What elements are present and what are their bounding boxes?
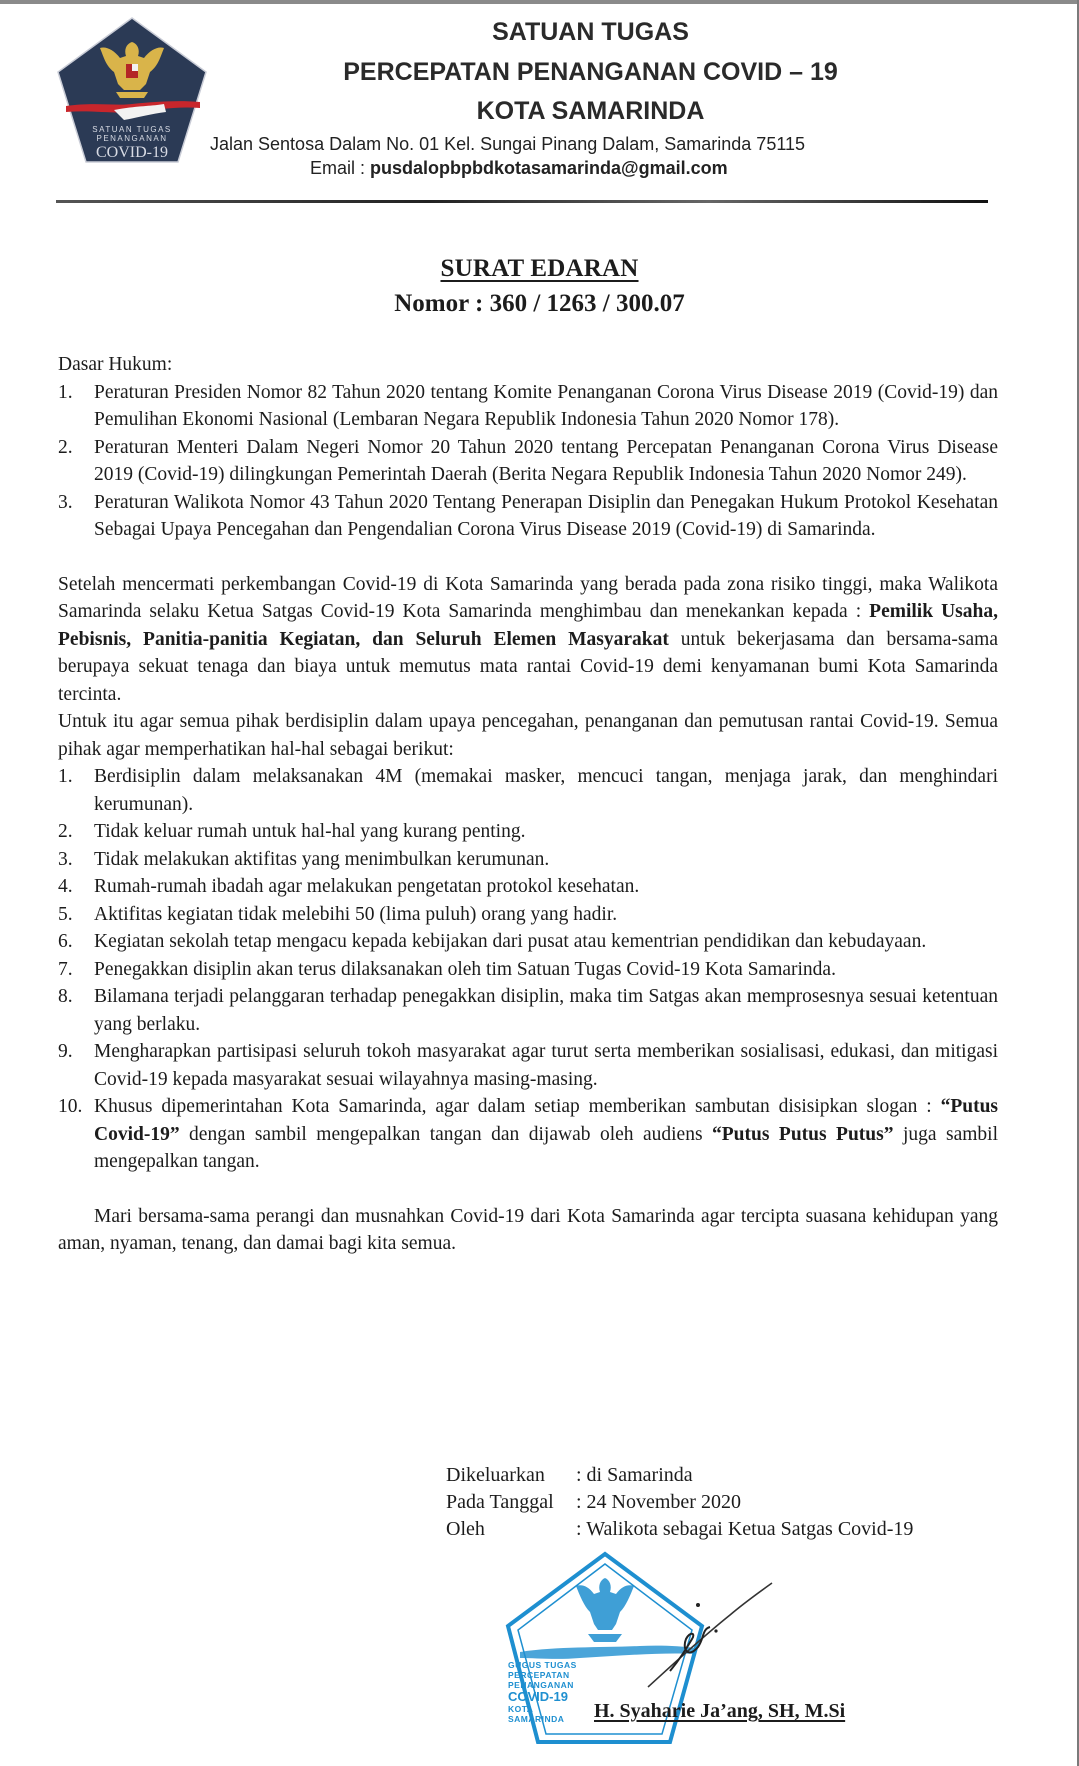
letterhead-line-3: KOTA SAMARINDA: [476, 97, 705, 125]
document-title-text: SURAT EDARAN: [440, 255, 639, 282]
list-text: Peraturan Presiden Nomor 82 Tahun 2020 tentang Komite Penanganan Corona Virus Disease 2019 (Covid-19) dan Pemulihan Ekonomi Nasional (Lembaran Negara Republik Indonesia Tahun 2020 Nomor 178).: [94, 381, 998, 430]
list-number: 1.: [58, 766, 73, 787]
sign-label: Dikeluarkan: [446, 1464, 545, 1486]
list-number: 3.: [58, 848, 73, 870]
sign-label: Pada Tanggal: [446, 1491, 554, 1513]
sign-value: : di Samarinda: [576, 1464, 693, 1486]
list-item: [58, 489, 998, 544]
list-number: 4.: [58, 876, 73, 897]
list-text: Kegiatan sekolah tetap mengacu kepada kebijakan dari pusat atau kementrian pendidikan dan kebudayaan.: [94, 931, 927, 952]
list-number: 10.: [58, 1096, 83, 1117]
scan-top-border: [0, 0, 1079, 4]
handwritten-signature: [640, 1575, 780, 1695]
list-item: [58, 379, 998, 434]
stamp-text: [508, 1660, 588, 1724]
email-label: Email :: [310, 158, 371, 178]
list-number: 9.: [58, 1041, 73, 1062]
list-item: [58, 873, 998, 901]
logo-text-2: PENANGANAN: [96, 134, 168, 143]
list-number: 6.: [58, 931, 73, 952]
rules-list: [58, 763, 998, 1176]
sign-row-issued: [446, 1462, 913, 1489]
list-text: Tidak keluar rumah untuk hal-hal yang kurang penting.: [94, 821, 526, 842]
letterhead-email-row: [310, 158, 728, 179]
logo-text-3: COVID-19: [96, 144, 168, 161]
slogan-2: “Putus Putus Putus”: [712, 1123, 894, 1145]
paragraph-1: [58, 571, 998, 709]
list-number: 3.: [58, 491, 73, 513]
garuda-stamp-icon: [576, 1578, 634, 1642]
list-text: Penegakkan disiplin akan terus dilaksanakan oleh tim Satuan Tugas Covid-19 Kota Samarinda.: [94, 958, 836, 980]
list-number: 1.: [58, 381, 73, 403]
stamp-text-5: KOTA SAMARINDA: [508, 1704, 565, 1724]
list-item: [58, 1038, 998, 1093]
closing-paragraph: Mari bersama-sama perangi dan musnahkan Covid-19 dari Kota Samarinda agar tercipta suasana kehidupan yang aman, nyaman, tenang, dan damai bagi kita semua.: [58, 1205, 998, 1254]
logo-text-1: SATUAN TUGAS: [92, 125, 172, 134]
list-number: 7.: [58, 958, 73, 980]
sign-row-date: [446, 1489, 913, 1516]
list-text: Mengharapkan partisipasi seluruh tokoh masyarakat agar turut serta memberikan sosialisasi, edukasi, dan mitigasi Covid-19 kepada masyarakat sesuai wilayahnya masing-masing.: [94, 1041, 998, 1090]
list-text: Aktifitas kegiatan tidak melebihi 50 (lima puluh) orang yang hadir.: [94, 903, 618, 925]
list-text: Tidak melakukan aktifitas yang menimbulkan kerumunan.: [94, 848, 550, 870]
list-item: [58, 901, 998, 929]
list-number: 2.: [58, 436, 73, 458]
list-text: juga sambil mengepalkan tangan.: [94, 1123, 998, 1172]
list-item: [58, 1093, 998, 1176]
email-address: pusdalopbpbdkotasamarinda@gmail.com: [370, 158, 728, 178]
spacer: [58, 544, 998, 571]
list-text: Berdisiplin dalam melaksanakan 4M (memakai masker, mencuci tangan, menjaga jarak, dan menghindari kerumunan).: [94, 766, 998, 815]
letterhead-line-2: PERCEPATAN PENANGANAN COVID – 19: [343, 58, 838, 86]
list-item: [58, 928, 998, 956]
paragraph-1-emphasis: Pemilik Usaha, Pebisnis, Panitia-panitia Kegiatan, dan Seluruh Elemen Masyarakat: [58, 601, 998, 650]
paragraph-2: Untuk itu agar semua pihak berdisiplin dalam upaya pencegahan, penanganan dan pemutusan rantai Covid-19. Semua pihak agar memperhatikan hal-hal sebagai berikut:: [58, 711, 998, 760]
document-number: Nomor : 360 / 1263 / 300.07: [394, 290, 685, 317]
stamp-text-4: COVID-19: [508, 1689, 568, 1704]
list-number: 2.: [58, 821, 73, 842]
sign-row-by: [446, 1516, 913, 1543]
list-text: Khusus dipemerintahan Kota Samarinda, agar dalam setiap memberikan sambutan disisipkan slogan :: [94, 1096, 941, 1117]
dasar-hukum-list: [58, 379, 998, 544]
list-item: [58, 818, 998, 846]
signatory-name: H. Syaharie Ja’ang, SH, M.Si: [594, 1700, 846, 1722]
sign-label: Oleh: [446, 1518, 485, 1540]
letterhead-line-1: SATUAN TUGAS: [492, 18, 689, 46]
list-item: [58, 434, 998, 489]
dasar-hukum-label: Dasar Hukum:: [58, 354, 173, 375]
spacer: [58, 1176, 998, 1203]
sign-value: : 24 November 2020: [576, 1491, 741, 1513]
slogan-1: “Putus Covid-19”: [94, 1096, 998, 1145]
stamp-text-3: PENANGANAN: [508, 1680, 574, 1690]
list-text: Peraturan Walikota Nomor 43 Tahun 2020 Tentang Penerapan Disiplin dan Penegakan Hukum Protokol Kesehatan Sebagai Upaya Pencegahan dan Pengendalian Corona Virus Disease 2019 (Covid-19) di Samarinda.: [94, 491, 998, 540]
list-item: [58, 983, 998, 1038]
stamp-text-2: PERCEPATAN: [508, 1670, 570, 1680]
list-text: dengan sambil mengepalkan tangan dan dijawab oleh audiens: [179, 1123, 713, 1145]
list-item: [58, 846, 998, 874]
list-item: [58, 956, 998, 984]
signature-block: [446, 1462, 913, 1543]
letterhead-address: Jalan Sentosa Dalam No. 01 Kel. Sungai Pinang Dalam, Samarinda 75115: [210, 134, 806, 154]
list-text: Rumah-rumah ibadah agar melakukan pengetatan protokol kesehatan.: [94, 876, 640, 897]
list-number: 8.: [58, 986, 73, 1007]
list-text: Peraturan Menteri Dalam Negeri Nomor 20 Tahun 2020 tentang Percepatan Penanganan Corona Virus Disease 2019 (Covid-19) dilingkungan Pemerintah Daerah (Berita Negara Republik Indonesia Tahun 2020 Nomor 249).: [94, 436, 998, 485]
paragraph-1-end: untuk bekerjasama dan bersama-sama berupaya sekuat tenaga dan biaya untuk memutus mata rantai Covid-19 demi kenyamanan bumi Kota Samarinda tercinta.: [58, 628, 998, 705]
list-number: 5.: [58, 903, 73, 925]
letterhead-divider: [56, 200, 988, 203]
paragraph-1-start: Setelah mencermati perkembangan Covid-19 di Kota Samarinda yang berada pada zona risiko tinggi, maka Walikota Samarinda selaku Ketua Satgas Covid-19 Kota Samarinda menghimbau dan menekankan kepada :: [58, 573, 998, 622]
list-text: Bilamana terjadi pelanggaran terhadap penegakkan disiplin, maka tim Satgas akan memprosesnya sesuai ketentuan yang berlaku.: [94, 986, 998, 1035]
document-title: [0, 255, 1079, 283]
sign-value: : Walikota sebagai Ketua Satgas Covid-19: [576, 1518, 914, 1540]
list-item: [58, 763, 998, 818]
stamp-text-1: GUGUS TUGAS: [508, 1660, 577, 1670]
document-body: [58, 351, 998, 1258]
